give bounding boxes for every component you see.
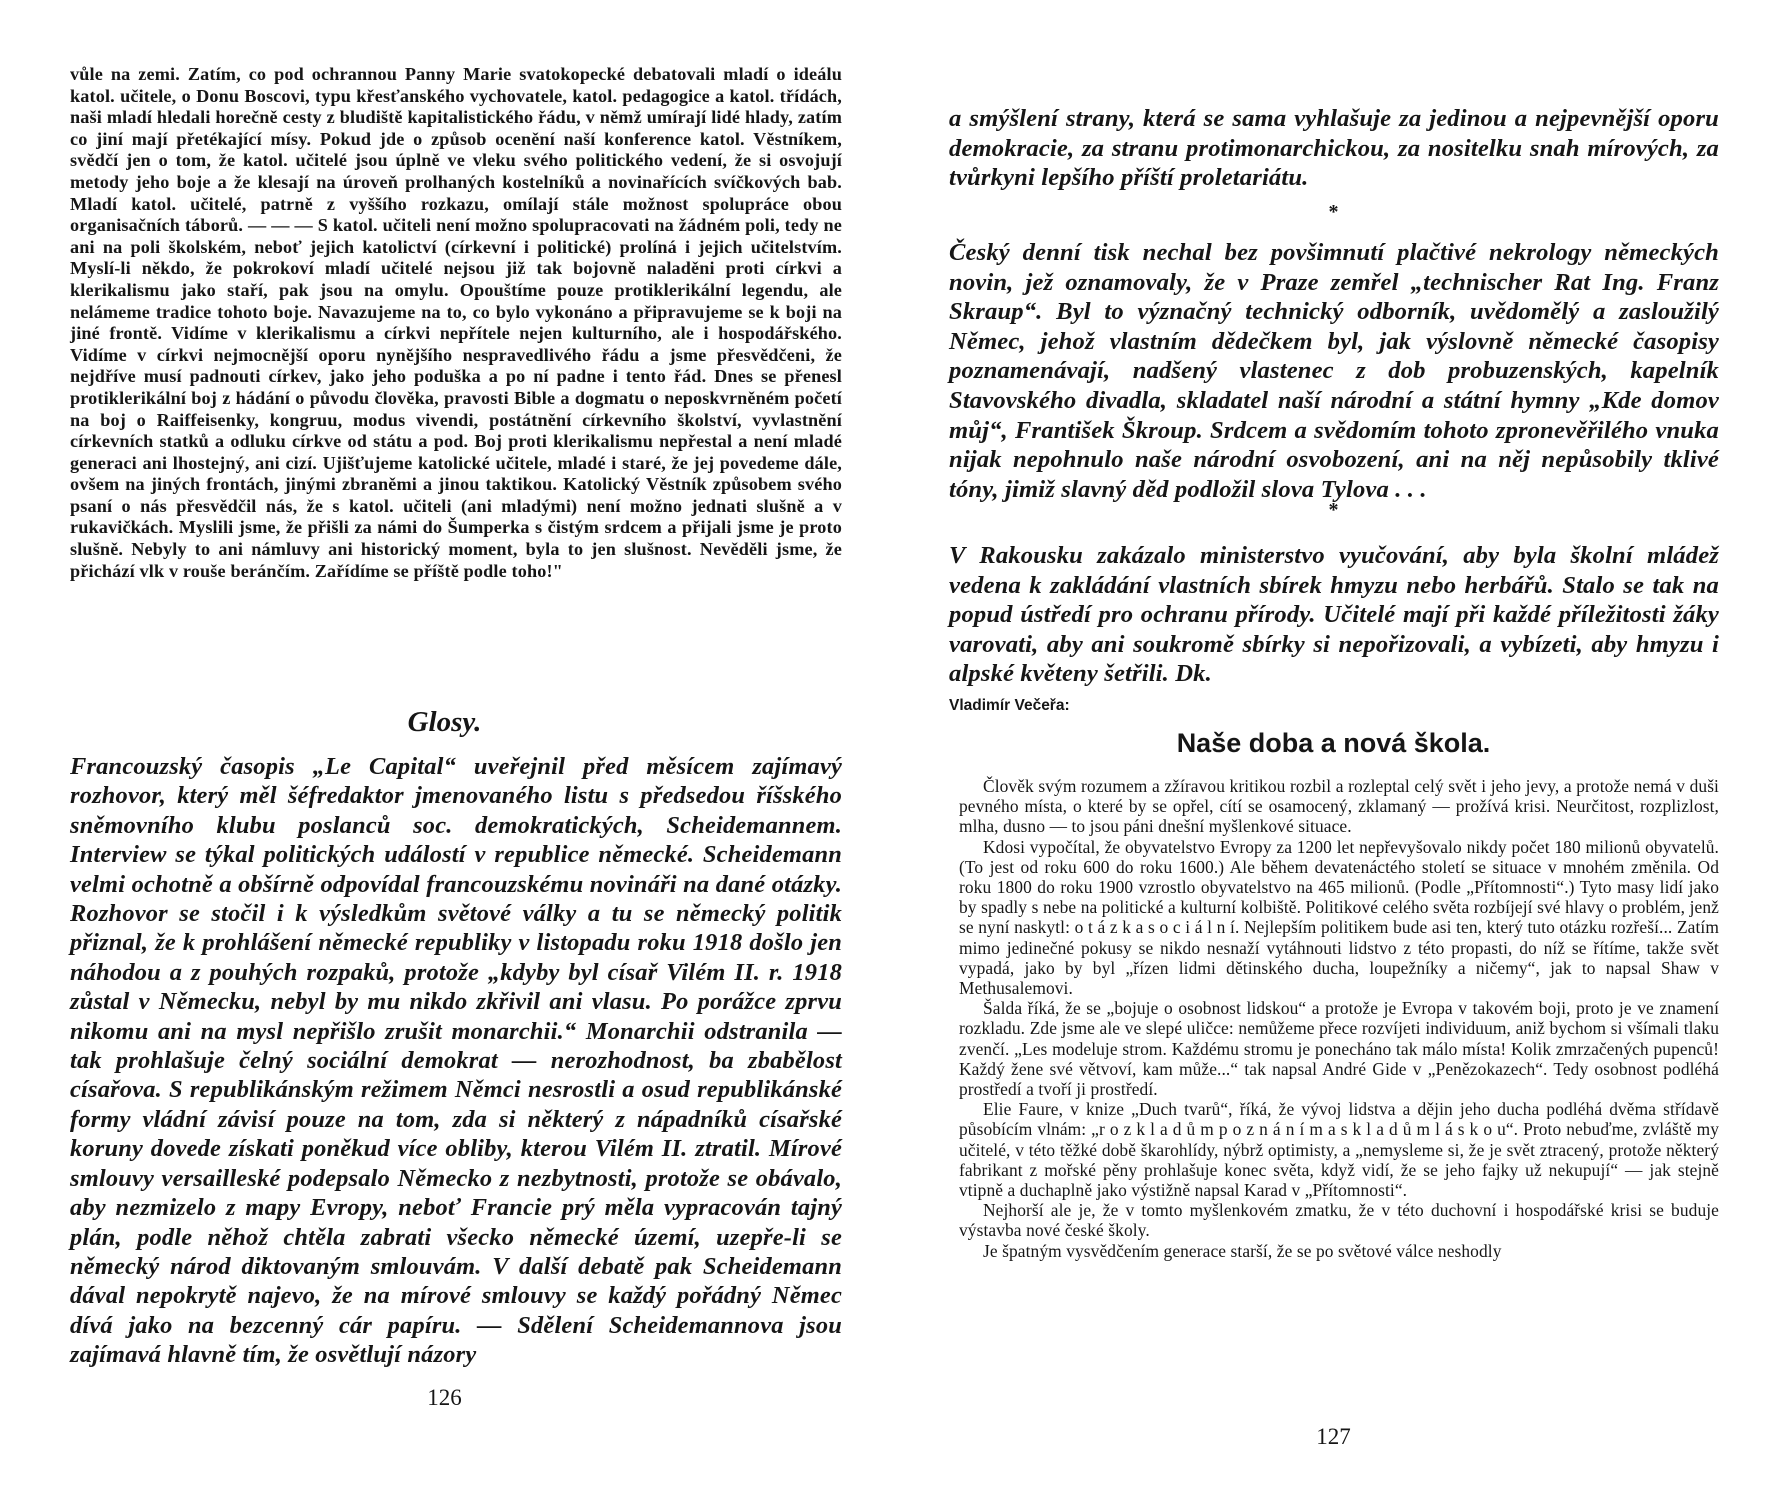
article-paragraph: Nejhorší ale je, že v tomto myšlenkovém zmatku, že v této duchovní i hospodářské krisi se buduje výstavba nové české školy. xyxy=(959,1200,1719,1241)
gloss-skraup-text: Český denní tisk nechal bez povšimnutí plačtivé nekrology německých novin, jež oznamovaly, že v Praze zemřel „technischer Rat Ing. Franz Skraup“. Byl to význačný technický odborník, uvědomělý a zasloužilý Němec, jehož vlastním dědečkem byl, jak výslovně německé časopisy poznamenávají, nadšený vlastenec z dob probuzenských, kapelník Stavovského divadla, skladatel naší národní a státní hymny „Kde domov můj“, František Škroup. Srdcem a svědomím tohoto zpronevěřilého vnuka nijak nepohnulo naše národní osvobození, ani na něj nepůsobily tklivé tóny, jimiž slavný děd podložil slova Tylova . . . xyxy=(949,239,1719,503)
gloss-austria-text: V Rakousku zakázalo ministerstvo vyučování, aby byla školní mládež vedena k zakládání vlastních sbírek hmyzu nebo herbářů. Stalo se tak na popud ústředí pro ochranu přírody. Učitelé mají při každé příležitosti žáky varovati, aby ani soukromě sbírky si nepořizovali, a vybízeti, aby hmyzu i alpské květeny šetřili. Dk. xyxy=(949,542,1719,688)
gloss-skraup xyxy=(949,238,1719,504)
gloss-continuation xyxy=(949,104,1719,193)
separator-star-2: * xyxy=(1328,499,1339,521)
article-paragraph: Je špatným vysvědčením generace starší, že se po světové válce neshodly xyxy=(983,1240,1502,1261)
glosy-paragraph xyxy=(70,752,842,1370)
article-title: Naše doba a nová škola. xyxy=(1176,728,1491,758)
article-body xyxy=(959,776,1719,1261)
glosy-text: Francouzský časopis „Le Capital“ uveřejnil před měsícem zajímavý rozhovor, který měl šéfredaktor jmenovaného listu s předsedou říšského sněmovního klubu poslanců soc. demokratických, Scheidemannem. Interview se týkal politických událostí v republice německé. Scheidemann velmi ochotně a obšírně odpovídal francouzskému novináři na dané otázky. Rozhovor se stočil i k výsledkům světové války a tu se německý politik přiznal, že k prohlášení německé republiky v listopadu roku 1918 došlo jen náhodou a z pouhých rozpaků, protože „kdyby byl císař Vilém II. r. 1918 zůstal v Německu, nebyl by mu nikdo zkřivil ani vlasu. Po porážce zprvu nikomu ani na mysl nepřišlo zrušit monarchii.“ Monarchii odstranila — tak prohlašuje čelný sociální demokrat — nerozhodnost, ba zbabělost císařova. S republikánským režimem Němci nesrostli a osud republikánské formy vládní závisí pouze na tom, zda si některý z nápadníků císařské koruny dovede získati poněkud více obliby, kterou Vilém II. ztratil. Mírové smlouvy versailleské podepsalo Německo z nezbytnosti, protože se obávalo, aby nezmizelo z mapy Evropy, neboť Francie prý měla vypracován tajný plán, podle něhož chtěla zabrati všecko německé území, uzepře-li se německý národ diktovaným smlouvám. V další debatě pak Scheidemann dával nepokrytě najevo, že na mírové smlouvy se každý pořádný Němec dívá jako na bezcenný cár papíru. — Sdělení Scheidemannova jsou zajímavá hlavně tím, že osvětlují názory xyxy=(70,753,842,1369)
right-page xyxy=(889,0,1778,1500)
opening-paragraph xyxy=(70,64,842,582)
gloss-austria xyxy=(949,541,1719,689)
article-paragraph: Elie Faure, v knize „Duch tvarů“, říká, že vývoj lidstva a dějin jeho ducha podléhá dvěma střídavě působícím vlnám: „r o z k l a d ů m p o z n á n í m a s k l a d ů m l á s k o u“. Proto nebuďme, zvláště my učitelé, v této těžké době škarohlídy, nýbrž optimisty, a „nemysleme si, že je svět ztracený, protože některý fabrikant z mořské pěny prohlašuje konec světa, když vidí, že se jeho fajky už nekupují“ — jak stejně vtipně a duchaplně jako výstižně napsal Karad v „Přítomnosti“. xyxy=(959,1099,1719,1201)
section-title-glosy: Glosy. xyxy=(407,706,482,738)
article-paragraph: Kdosi vypočítal, že obyvatelstvo Evropy za 1200 let nepřevyšovalo nikdy počet 180 milionů obyvatelů. (To jest od roku 600 do roku 1600.) Ale během devatenáctého století se situace v mnohém změnila. Od roku 1800 do roku 1900 vzrostlo obyvatelstvo na 465 milionů. (Podle „Přítomnosti“.) Tyto masy lidí jako by spadly s nebe na politické a kulturní kolbiště. Politikové celého světa rozbíjejí své hlavy o problém, jenž se nyní naskytl: o t á z k a s o c i á l n í. Nejlepším politikem bude asi ten, který tuto otázku rozřeší... Zatím mimo jedinečné pokusy se nikdo nesnaží vytáhnouti lidstvo z této propasti, do níž se řítíme, takže svět vypadá, jako by byl „řízen lidmi dětinského ducha, loupežníky a ničemy“, jak to napsal Shaw v Methusalemovi. xyxy=(959,836,1719,999)
article-byline: Vladimír Večeřa: xyxy=(949,697,1070,714)
gloss-continuation-text: a smýšlení strany, která se sama vyhlašuje za jedinou a nejpevnější oporu demokracie, za stranu protimonarchickou, za nositelku snah mírových, za tvůrkyni lepšího příští proletariátu. xyxy=(949,105,1719,192)
article-paragraph: Šalda říká, že se „bojuje o osobnost lidskou“ a protože je Evropa v takovém boji, proto je ve znamení rozkladu. Zde jsme ale ve slepé uličce: nemůžeme přece rozvíjeti individuum, aniž bychom si všímali tlaku zvenčí. „Les modeluje strom. Každému stromu je ponecháno tak málo místa! Kolik zmrzačených pupenců! Každý žene své větvoví, kam může...“ tak napsal André Gide v „Penězokazech“. Tedy osobnost podléhá prostředí a tvoří ji prostředí. xyxy=(959,998,1719,1100)
article-paragraph: Člověk svým rozumem a zžíravou kritikou rozbil a rozleptal celý svět i jeho jevy, a protože nemá v duši pevného místa, o které by se opřel, cítí se osamocený, zklamaný — prožívá krisi. Neurčitost, rozplizlost, mlha, dusno — to jsou páni dnešní myšlenkové situace. xyxy=(959,776,1719,837)
opening-text: vůle na zemi. Zatím, co pod ochrannou Panny Marie svatokopecké debatovali mladí o ideálu katol. učitele, o Donu Boscovi, typu křesťanského vychovatele, katol. pedagogice a katol. třídách, naši mladí hledali horečně cesty z bludiště kapitalistického řádu, v němž umírají lidé hlady, zatím co jiní mají přetékající mísy. Pokud jde o způsob ocenění naší konference katol. Věstníkem, svědčí jen o tom, že katol. učitelé jsou úplně ve vleku svého politického vedení, že si osvojují metody jeho boje a že klesají na úroveň prolhaných kostelníků a novinařících svíčkových bab. Mladí katol. učitelé, patrně z vyššího rozkazu, omílají stále možnost spolupráce obou organisačních táborů. — — — S katol. učiteli není možno spolupracovati na žádném poli, tedy ne ani na poli školském, neboť jejich katolictví (církevní i politické) prolíná i jejich učitelstvím. Myslí-li někdo, že pokrokoví mladí učitelé nejsou již tak bojovně naladěni proti církvi a klerikalismu jako staří, pak jsou na omylu. Opouštíme pouze protiklerikální legendu, ale nelámeme tradice tohoto boje. Navazujeme na to, co bylo vykonáno a připravujeme se k boji na jiné frontě. Vidíme v klerikalismu a církvi nepřítele nejen kulturního, ale i hospodářského. Vidíme v církvi nejmocnější oporu nynějšího nespravedlivého řádu a jsme přesvědčeni, že nejdříve musí padnouti církev, jako jeho poduška a po ní padne i tento řád. Dnes se přenesl protiklerikální boj z hádání o původu člověka, pravosti Bible a dogmatu o neposkvrněném početí na boj o Raiffeisenky, kongruu, modus vivendi, postátnění církevního školství, vyvlastnění církevních statků a odluku církve od státu a pod. Boj proti klerikalismu nepřestal a není mladé generaci ani lhostejný, ani cizí. Ujišťujeme katolické učitele, mladé i staré, že jej povedeme dále, ovšem na jiných frontách, jinými zbraněmi a jinou taktikou. Katolický Věstník způsobem svého psaní o nás přesvědčil nás, že s katol. učiteli (ani mladými) není možno jednati slušně a v rukavičkách. Myslili jsme, že přišli za námi do Šumperka s čistým srdcem a přijali jsme je proto slušně. Nebyly to ani námluvy ani historický moment, byla to jen slušnost. Nevěděli jsme, že přichází vlk v rouše beránčím. Zařídíme se příště podle toho!" xyxy=(70,64,842,581)
page-number-right: 127 xyxy=(1316,1424,1351,1449)
page-number-left: 126 xyxy=(427,1385,462,1410)
separator-star-1: * xyxy=(1328,201,1339,223)
